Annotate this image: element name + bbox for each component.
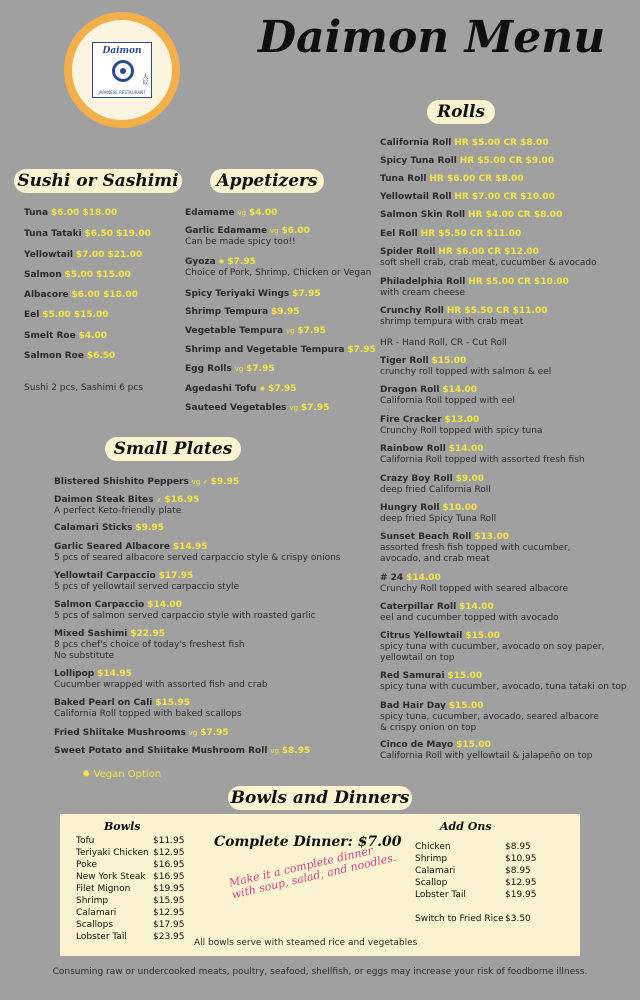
menu-item xyxy=(380,229,521,240)
item-name: # 24 xyxy=(380,573,404,583)
item-name: Tuna Tataki xyxy=(24,229,82,239)
item-price: $9.95 xyxy=(271,307,300,317)
menu-title: Daimon Menu xyxy=(258,12,606,63)
item-name: Cinco de Mayo xyxy=(380,740,454,750)
menu-item xyxy=(185,403,329,414)
item-name: Eel xyxy=(24,310,40,320)
menu-item xyxy=(54,698,242,720)
item-price: HR $6.00 CR $12.00 xyxy=(438,247,539,257)
item-price: $16.95 xyxy=(164,495,200,505)
menu-item xyxy=(54,629,245,662)
menu-item xyxy=(380,474,491,496)
menu-item xyxy=(380,385,515,407)
row-price: $8.95 xyxy=(505,842,531,852)
item-price: $7.95 xyxy=(268,384,297,394)
item-name: Shrimp and Vegetable Tempura xyxy=(185,345,345,355)
item-price: HR $5.00 CR $8.00 xyxy=(454,138,549,148)
item-name: Eel Roll xyxy=(380,229,418,239)
item-price: $7.95 xyxy=(297,326,326,336)
item-name: Garlic Edamame xyxy=(185,226,268,236)
fried-rice-row xyxy=(415,914,531,926)
menu-item xyxy=(380,631,604,664)
item-name: Fire Cracker xyxy=(380,415,442,425)
price-row xyxy=(76,908,185,920)
item-description: yellowtail on top xyxy=(380,653,455,663)
row-price: $8.95 xyxy=(505,866,531,876)
item-price: $15.00 xyxy=(447,671,483,681)
menu-item xyxy=(185,326,326,337)
price-row xyxy=(415,890,537,902)
row-name: Lobster Tail xyxy=(76,932,127,942)
menu-item xyxy=(54,477,239,488)
item-price: $8.95 xyxy=(281,746,311,756)
addons-table xyxy=(415,842,537,902)
item-name: Blistered Shishito Peppers xyxy=(54,477,189,487)
menu-item xyxy=(380,503,496,525)
item-description: California Roll topped with assorted fresh fish xyxy=(380,455,585,465)
menu-item xyxy=(380,277,569,299)
item-name: Tiger Roll xyxy=(380,356,429,366)
menu-item xyxy=(380,210,562,221)
restaurant-logo xyxy=(64,12,180,128)
heading-appetizers: Appetizers xyxy=(210,169,324,193)
item-name: Dragon Roll xyxy=(380,385,440,395)
item-name: Salmon Skin Roll xyxy=(380,210,466,220)
item-price: HR $5.00 CR $9.00 xyxy=(459,156,555,166)
item-price: $9.00 xyxy=(455,474,485,484)
logo-card xyxy=(92,42,152,98)
item-price: $10.00 xyxy=(442,503,478,513)
logo-brand: Daimon xyxy=(102,46,142,56)
row-price: $19.95 xyxy=(505,890,537,900)
item-name: Rainbow Roll xyxy=(380,444,446,454)
item-name: Edamame xyxy=(185,208,235,218)
bowls-title: Bowls xyxy=(104,820,141,833)
menu-item xyxy=(24,290,138,301)
item-price: $7.95 xyxy=(300,403,330,413)
item-name: Sweet Potato and Shiitake Mushroom Roll xyxy=(54,746,268,756)
row-price: $23.95 xyxy=(153,932,185,942)
row-price: $11.95 xyxy=(153,836,185,846)
menu-item xyxy=(185,289,321,300)
price-row xyxy=(76,872,185,884)
logo-crest-icon xyxy=(112,60,134,82)
item-description: deep fried Spicy Tuna Roll xyxy=(380,514,497,524)
price-row xyxy=(415,842,537,854)
row-price: $16.95 xyxy=(153,872,185,882)
item-price: $14.00 xyxy=(442,385,478,395)
menu-item xyxy=(54,542,340,564)
item-price: $13.00 xyxy=(474,532,509,542)
item-description: HR - Hand Roll, CR - Cut Roll xyxy=(380,338,507,348)
item-name: Sauteed Vegetables xyxy=(185,403,287,413)
price-row xyxy=(415,878,537,890)
item-name: Vegetable Tempura xyxy=(185,326,284,336)
diet-icon: ⸙ xyxy=(156,496,162,504)
row-name: Scallop xyxy=(415,878,448,888)
item-price: $14.00 xyxy=(406,573,441,583)
addons-title: Add Ons xyxy=(440,820,492,833)
item-price: $4.00 xyxy=(78,331,108,341)
item-name: Yellowtail xyxy=(24,250,74,260)
row-name: New York Steak xyxy=(76,872,146,882)
item-name: California Roll xyxy=(380,138,452,148)
logo-inner xyxy=(72,20,172,120)
item-price: $7.95 xyxy=(227,257,256,267)
item-name: Red Samurai xyxy=(380,671,445,681)
item-description: 5 pcs of seared albacore served carpaccio style & crispy onions xyxy=(54,553,341,563)
menu-item xyxy=(380,740,592,762)
item-description: assorted fresh fish topped with cucumber, xyxy=(380,543,571,553)
row-name: Scallops xyxy=(76,920,114,930)
item-price: $4.00 xyxy=(248,208,278,218)
item-price: $14.00 xyxy=(147,600,182,610)
item-description: Crunchy Roll topped with spicy tuna xyxy=(380,426,543,436)
item-name: Gyoza xyxy=(185,257,216,267)
item-name: Spider Roll xyxy=(380,247,436,257)
diet-icon: vg xyxy=(188,729,198,737)
complete-dinner: Complete Dinner: $7.00 xyxy=(214,834,402,850)
row-name: Shrimp xyxy=(415,854,448,864)
item-price: $22.95 xyxy=(130,629,166,639)
item-description: shrimp tempura with crab meat xyxy=(380,317,524,327)
row-price: $10.95 xyxy=(505,854,537,864)
item-price: $15.00 xyxy=(456,740,491,750)
complete-dinner-note: Make it a complete dinner with soup, salad, and noodles. xyxy=(227,843,398,902)
heading-small-plates: Small Plates xyxy=(105,437,241,461)
item-price: HR $6.00 CR $8.00 xyxy=(429,174,524,184)
item-price: $7.95 xyxy=(347,345,376,355)
menu-item xyxy=(185,257,371,279)
logo-tagline: JAPANESE RESTAURANT xyxy=(98,90,146,95)
menu-item xyxy=(380,192,555,203)
item-name: Citrus Yellowtail xyxy=(380,631,463,641)
price-row xyxy=(76,932,185,944)
menu-item xyxy=(185,364,275,375)
item-name: Yellowtail Carpaccio xyxy=(54,571,156,581)
item-description: avocado, and crab meat xyxy=(380,554,490,564)
diet-icon: ✹ xyxy=(259,385,266,393)
bowls-dinners-panel xyxy=(60,814,580,956)
item-price: $14.00 xyxy=(448,444,484,454)
item-name: Spicy Tuna Roll xyxy=(380,156,457,166)
item-name: Fried Shiitake Mushrooms xyxy=(54,728,186,738)
menu-item xyxy=(380,532,571,565)
item-price: $6.00 xyxy=(281,226,310,236)
row-price: $12.95 xyxy=(153,908,185,918)
item-price: $6.00 $18.00 xyxy=(50,208,118,218)
vegan-option-label: Vegan Option xyxy=(93,769,162,780)
item-price: HR $7.00 CR $10.00 xyxy=(454,192,555,202)
row-name: Lobster Tail xyxy=(415,890,466,900)
menu-item xyxy=(24,331,107,342)
menu-item xyxy=(54,495,199,517)
price-row xyxy=(76,920,185,932)
row-name: Calamari xyxy=(415,866,456,876)
item-description: 8 pcs chef's choice of today's freshest fish xyxy=(54,640,245,650)
menu-item xyxy=(380,306,547,328)
item-description: soft shell crab, crab meat, cucumber & avocado xyxy=(380,258,597,268)
fried-rice-table xyxy=(415,914,531,926)
row-price: $19.95 xyxy=(153,884,185,894)
menu-item xyxy=(185,307,300,318)
diet-icon: vg xyxy=(237,209,247,217)
bowls-table xyxy=(76,836,185,944)
item-description: deep fried California Roll xyxy=(380,485,491,495)
item-description: spicy tuna with cucumber, avocado on soy paper, xyxy=(380,642,605,652)
item-price: $14.95 xyxy=(97,669,132,679)
row-name: Chicken xyxy=(415,842,451,852)
row-name: Tofu xyxy=(76,836,95,846)
item-price: $6.50 $19.00 xyxy=(84,229,151,239)
item-name: Hungry Roll xyxy=(380,503,440,513)
item-name: Shrimp Tempura xyxy=(185,307,269,317)
item-name: Salmon xyxy=(24,270,62,280)
menu-item xyxy=(380,247,597,269)
item-description: 5 pcs of yellowtail served carpaccio style xyxy=(54,582,240,592)
row-price: $15.95 xyxy=(153,896,185,906)
item-price: $13.00 xyxy=(444,415,480,425)
menu-item xyxy=(54,523,164,534)
item-price: $14.00 xyxy=(459,602,494,612)
item-name: Salmon Roe xyxy=(24,351,84,361)
item-description: Can be made spicy too!! xyxy=(185,237,296,247)
item-name: Crazy Boy Roll xyxy=(380,474,453,484)
item-name: Philadelphia Roll xyxy=(380,277,466,287)
menu-item xyxy=(380,138,549,149)
bowls-note: All bowls serve with steamed rice and vegetables xyxy=(194,938,418,948)
menu-item xyxy=(24,310,109,321)
item-description: California Roll topped with baked scallops xyxy=(54,709,242,719)
item-price: $7.95 xyxy=(246,364,275,374)
item-name: Lollipop xyxy=(54,669,95,679)
menu-item xyxy=(54,669,268,691)
item-description: Crunchy Roll topped with seared albacore xyxy=(380,584,569,594)
item-description: No substitute xyxy=(54,651,115,661)
item-price: $9.95 xyxy=(210,477,240,487)
diet-icon: vg xyxy=(270,227,279,235)
menu-item xyxy=(380,444,585,466)
menu-item xyxy=(380,156,554,167)
menu-item xyxy=(24,229,151,240)
item-name: Agedashi Tofu xyxy=(185,384,257,394)
price-row xyxy=(76,848,185,860)
heading-rolls: Rolls xyxy=(427,100,495,124)
item-description: spicy tuna with cucumber, avocado, tuna tataki on top xyxy=(380,682,627,692)
item-price: HR $4.00 CR $8.00 xyxy=(468,210,563,220)
menu-item xyxy=(54,571,239,593)
menu-item xyxy=(380,338,507,349)
item-name: Daimon Steak Bites xyxy=(54,495,154,505)
item-name: Sunset Beach Roll xyxy=(380,532,472,542)
item-name: Yellowtail Roll xyxy=(380,192,452,202)
row-name: Shrimp xyxy=(76,896,109,906)
menu-item xyxy=(380,573,568,595)
item-price: $14.95 xyxy=(172,542,208,552)
item-name: Crunchy Roll xyxy=(380,306,444,316)
menu-item xyxy=(380,415,542,437)
item-name: Caterpillar Roll xyxy=(380,602,457,612)
diet-icon: vg ⸙ xyxy=(191,478,208,486)
menu-item xyxy=(380,356,551,378)
item-price: $6.00 $18.00 xyxy=(71,290,138,300)
item-price: $7.95 xyxy=(200,728,229,738)
food-safety-disclaimer: Consuming raw or undercooked meats, poultry, seafood, shellfish, or eggs may increase your risk of foodborne illness. xyxy=(52,967,588,977)
sushi-note: Sushi 2 pcs, Sashimi 6 pcs xyxy=(24,383,144,393)
row-name: Teriyaki Chicken xyxy=(76,848,149,858)
item-price: $17.95 xyxy=(158,571,194,581)
item-description: Cucumber wrapped with assorted fish and crab xyxy=(54,680,268,690)
menu-item xyxy=(380,701,599,734)
menu-item xyxy=(54,746,310,757)
item-price: $7.00 $21.00 xyxy=(75,250,143,260)
menu-item xyxy=(54,600,316,622)
fried-rice-name: Switch to Fried Rice xyxy=(415,914,504,924)
menu-item xyxy=(24,270,131,281)
item-price: $6.50 xyxy=(86,351,116,361)
row-name: Calamari xyxy=(76,908,117,918)
fried-rice-price: $3.50 xyxy=(505,914,531,924)
item-description: A perfect Keto-friendly plate xyxy=(54,506,182,516)
item-price: HR $5.50 CR $11.00 xyxy=(446,306,548,316)
row-price: $12.95 xyxy=(153,848,185,858)
item-description: spicy tuna, cucumber, avocado, seared albacore xyxy=(380,712,599,722)
vegan-option-legend xyxy=(82,769,161,780)
diet-icon: vg xyxy=(270,747,279,755)
item-price: $7.95 xyxy=(292,289,321,299)
menu-item xyxy=(24,351,115,362)
price-row xyxy=(415,854,537,866)
vegan-star-icon: ✹ xyxy=(82,769,91,780)
price-row xyxy=(415,866,537,878)
row-name: Poke xyxy=(76,860,98,870)
menu-item xyxy=(185,208,277,219)
item-description: eel and cucumber topped with avocado xyxy=(380,613,559,623)
item-price: $9.95 xyxy=(135,523,164,533)
item-name: Tuna Roll xyxy=(380,174,427,184)
item-price: $5.00 $15.00 xyxy=(64,270,131,280)
row-name: Filet Mignon xyxy=(76,884,131,894)
item-name: Mixed Sashimi xyxy=(54,629,128,639)
diet-icon: ✹ xyxy=(218,258,225,266)
menu-item xyxy=(54,728,229,739)
item-name: Tuna xyxy=(24,208,49,218)
diet-icon: vg xyxy=(234,365,244,373)
menu-item xyxy=(24,250,142,261)
menu-item xyxy=(185,345,376,356)
item-name: Smelt Roe xyxy=(24,331,76,341)
item-description: & crispy onion on top xyxy=(380,723,477,733)
item-price: $15.00 xyxy=(448,701,484,711)
heading-sushi: Sushi or Sashimi xyxy=(14,169,182,193)
row-price: $16.95 xyxy=(153,860,185,870)
menu-item xyxy=(185,226,310,248)
menu-item xyxy=(185,384,297,395)
price-row xyxy=(76,884,185,896)
item-price: $15.00 xyxy=(465,631,500,641)
item-price: HR $5.00 CR $10.00 xyxy=(468,277,569,287)
item-price: $15.00 xyxy=(431,356,467,366)
item-description: with cream cheese xyxy=(380,288,466,298)
price-row xyxy=(76,836,185,848)
diet-icon: vg xyxy=(289,404,299,412)
item-name: Albacore xyxy=(24,290,69,300)
item-description: crunchy roll topped with salmon & eel xyxy=(380,367,552,377)
menu-item xyxy=(380,174,524,185)
item-description: California Roll topped with eel xyxy=(380,396,515,406)
price-row xyxy=(76,860,185,872)
menu-item xyxy=(380,602,559,624)
diet-icon: vg xyxy=(285,327,295,335)
item-name: Bad Hair Day xyxy=(380,701,446,711)
item-name: Spicy Teriyaki Wings xyxy=(185,289,290,299)
item-name: Salmon Carpaccio xyxy=(54,600,145,610)
heading-bowls-dinners: Bowls and Dinners xyxy=(228,786,412,810)
item-description: Choice of Pork, Shrimp, Chicken or Vegan xyxy=(185,268,372,278)
menu-item xyxy=(380,671,627,693)
item-description: California Roll with yellowtail & jalapeño on top xyxy=(380,751,593,761)
item-description: 5 pcs of salmon served carpaccio style with roasted garlic xyxy=(54,611,316,621)
logo-kanji: 大紋 xyxy=(141,73,148,85)
price-row xyxy=(76,896,185,908)
row-price: $12.95 xyxy=(505,878,537,888)
item-name: Calamari Sticks xyxy=(54,523,133,533)
item-price: $15.95 xyxy=(155,698,190,708)
item-price: $5.00 $15.00 xyxy=(42,310,109,320)
item-price: HR $5.50 CR $11.00 xyxy=(420,229,522,239)
item-name: Baked Pearl on Cali xyxy=(54,698,153,708)
item-name: Garlic Seared Albacore xyxy=(54,542,170,552)
item-name: Egg Rolls xyxy=(185,364,232,374)
menu-item xyxy=(24,208,117,219)
row-price: $17.95 xyxy=(153,920,185,930)
